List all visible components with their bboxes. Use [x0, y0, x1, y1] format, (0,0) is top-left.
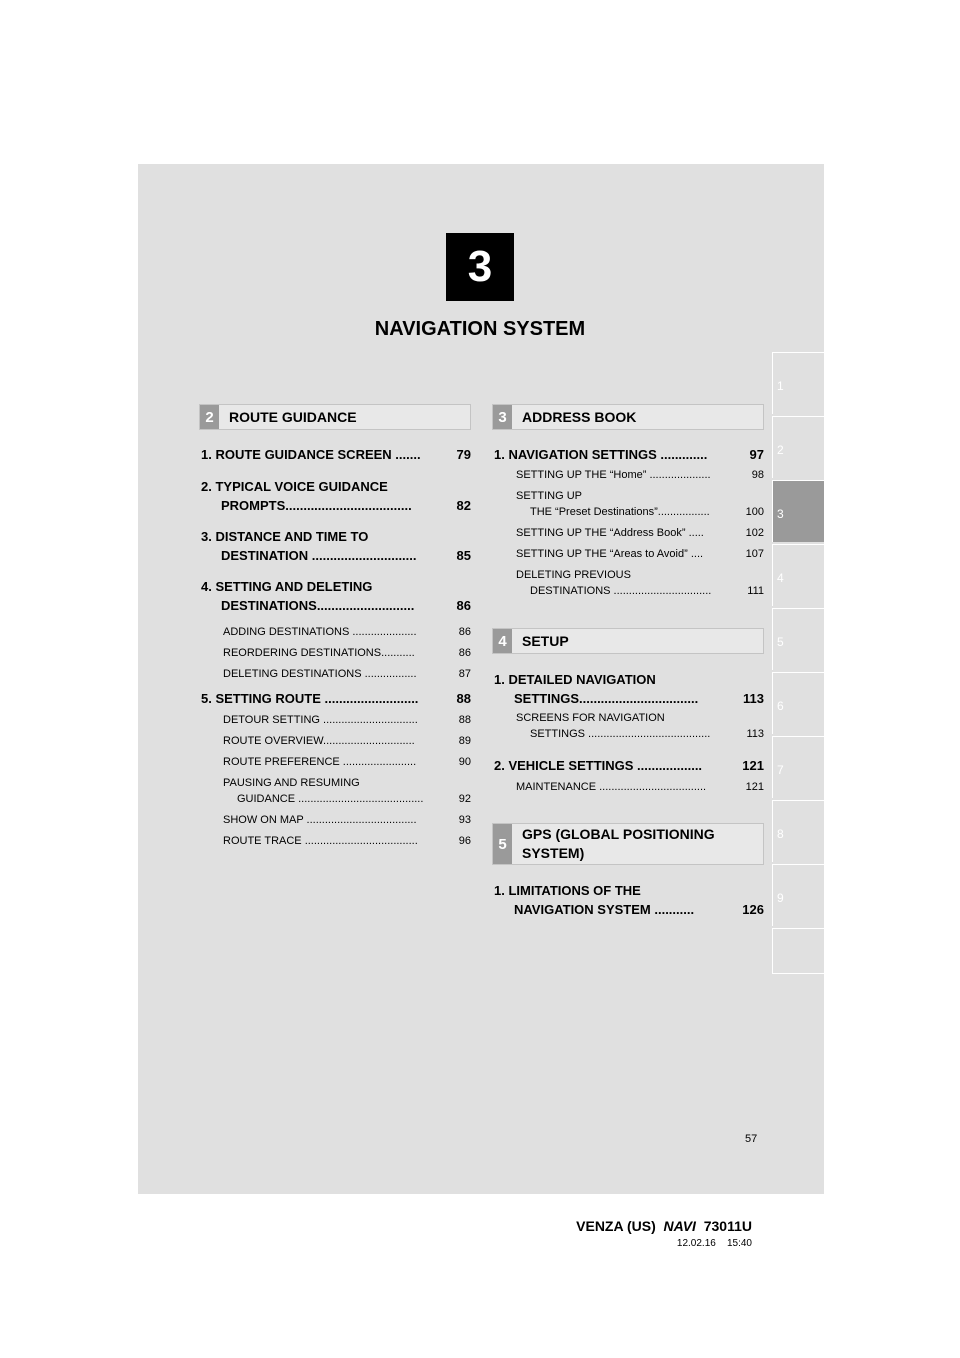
footer-date: 12.02.16 [676, 1238, 716, 1249]
page-number: 57 [745, 1133, 758, 1145]
entry-page: 97 [749, 447, 764, 462]
subentry-text: SETTING UP THE “Home” .................... [516, 469, 711, 481]
subentry-text: SETTING UP THE “Areas to Avoid” .... [516, 548, 704, 560]
subentry-page: 92 [458, 793, 471, 805]
tab-label: 2 [777, 443, 784, 457]
toc-entry[interactable] [201, 445, 471, 464]
subentry-text: SCREENS FOR NAVIGATION [516, 712, 665, 724]
tab-8[interactable] [772, 800, 824, 862]
entry-text: 5. SETTING ROUTE .......................... [201, 691, 419, 706]
footer-code: 73011U [703, 1218, 752, 1234]
entry-text: 3. DISTANCE AND TIME TO [201, 529, 369, 544]
toc-entry[interactable] [494, 881, 764, 919]
toc-subentry[interactable] [516, 779, 764, 795]
tab-7[interactable] [772, 736, 824, 798]
subentry-text: SETTINGS ........................................ [530, 728, 711, 740]
entry-text: 1. ROUTE GUIDANCE SCREEN ....... [201, 447, 421, 462]
subentry-text: THE “Preset Destinations”................. [530, 506, 710, 518]
section-number: 3 [493, 405, 512, 429]
subentry-text: ADDING DESTINATIONS ..................... [223, 626, 417, 638]
subentry-text: ROUTE OVERVIEW.............................. [223, 735, 415, 747]
tab-label: 8 [777, 827, 784, 841]
entry-text: SETTINGS................................. [514, 691, 699, 706]
entry-text: 1. LIMITATIONS OF THE [494, 883, 641, 898]
subentry-page: 113 [746, 728, 764, 740]
section-header-gps [492, 823, 764, 865]
subentry-text: DELETING DESTINATIONS ................. [223, 668, 417, 680]
section-header-address-book [492, 404, 764, 430]
section-number: 5 [493, 824, 512, 864]
toc-subentry[interactable] [223, 733, 471, 749]
entry-text: 1. NAVIGATION SETTINGS ............. [494, 447, 708, 462]
toc-subentry[interactable] [223, 712, 471, 728]
entry-page: 85 [456, 548, 471, 563]
subentry-page: 86 [458, 626, 471, 638]
entry-page: 121 [742, 758, 764, 773]
subentry-page: 100 [745, 506, 764, 518]
chapter-tabs [772, 352, 824, 972]
tab-2[interactable] [772, 416, 824, 478]
tab-3[interactable] [772, 480, 824, 542]
subentry-page: 89 [458, 735, 471, 747]
section-header-setup [492, 628, 764, 654]
tab-6[interactable] [772, 672, 824, 734]
entry-page: 79 [456, 447, 471, 462]
subentry-page: 87 [458, 668, 471, 680]
section-title: ROUTE GUIDANCE [229, 409, 357, 425]
entry-text: 1. DETAILED NAVIGATION [494, 672, 656, 687]
tab-4[interactable] [772, 544, 824, 606]
section-number: 4 [493, 629, 512, 653]
entry-page: 86 [456, 598, 471, 613]
toc-subentry[interactable] [223, 666, 471, 682]
section-number: 2 [200, 405, 219, 429]
tab-label: 1 [777, 379, 784, 393]
toc-entry[interactable] [494, 756, 764, 775]
subentry-text: ROUTE TRACE ..................................... [223, 835, 418, 847]
toc-entry[interactable] [494, 670, 764, 708]
toc-sublist [223, 624, 471, 682]
subentry-text: ROUTE PREFERENCE ........................ [223, 756, 417, 768]
section-header-route-guidance [199, 404, 471, 430]
toc-sublist [516, 779, 764, 795]
toc-subentry[interactable] [223, 645, 471, 661]
toc-subentry[interactable] [223, 833, 471, 849]
entry-page: 82 [456, 498, 471, 513]
tab-label: 5 [777, 635, 784, 649]
subentry-page: 98 [751, 469, 764, 481]
subentry-text: DESTINATIONS ................................ [530, 585, 712, 597]
section-title [522, 824, 715, 864]
toc-subentry[interactable] [516, 467, 764, 483]
toc-subentry[interactable] [516, 488, 764, 520]
subentry-text: DETOUR SETTING ............................... [223, 714, 418, 726]
tab-label: 4 [777, 571, 784, 585]
chapter-number-box: 3 [446, 233, 514, 301]
entry-page: 88 [456, 691, 471, 706]
entry-text: DESTINATIONS........................... [221, 598, 415, 613]
toc-entry[interactable] [201, 689, 471, 708]
subentry-text: DELETING PREVIOUS [516, 569, 631, 581]
toc-sublist [516, 467, 764, 599]
toc-subentry[interactable] [223, 812, 471, 828]
section-title-line: SYSTEM) [522, 845, 585, 861]
subentry-page: 88 [458, 714, 471, 726]
section-title: SETUP [522, 633, 569, 649]
subentry-text: SETTING UP [516, 490, 583, 502]
chapter-title: NAVIGATION SYSTEM [374, 318, 586, 340]
entry-text: 2. TYPICAL VOICE GUIDANCE [201, 479, 388, 494]
toc-subentry[interactable] [516, 546, 764, 562]
toc-subentry[interactable] [516, 567, 764, 599]
subentry-page: 96 [458, 835, 471, 847]
tab-5[interactable] [772, 608, 824, 670]
toc-subentry[interactable] [223, 624, 471, 640]
section-title: ADDRESS BOOK [522, 409, 637, 425]
subentry-text: SETTING UP THE “Address Book” ..... [516, 527, 704, 539]
entry-page: 113 [743, 691, 764, 706]
tab-1[interactable] [772, 352, 824, 414]
tab-label: 6 [777, 699, 784, 713]
section-title-line: GPS (GLOBAL POSITIONING [522, 826, 715, 842]
toc-entry[interactable] [201, 527, 471, 565]
entry-text: PROMPTS................................... [221, 498, 412, 513]
subentry-text: PAUSING AND RESUMING [223, 777, 360, 789]
entry-text: 2. VEHICLE SETTINGS .................. [494, 758, 703, 773]
toc-sublist [516, 710, 764, 742]
subentry-page: 90 [458, 756, 471, 768]
subentry-page: 121 [745, 781, 764, 793]
toc-subentry[interactable] [516, 710, 764, 742]
tab-label: 7 [777, 763, 784, 777]
toc-subentry[interactable] [223, 775, 471, 807]
toc-entry[interactable] [201, 577, 471, 615]
toc-sublist [223, 712, 471, 849]
tab-9[interactable] [772, 864, 824, 926]
subentry-text: MAINTENANCE ................................... [516, 781, 707, 793]
subentry-page: 102 [745, 527, 764, 539]
subentry-text: REORDERING DESTINATIONS........... [223, 647, 415, 659]
tab-label: 9 [777, 891, 784, 905]
entry-text: 4. SETTING AND DELETING [201, 579, 373, 594]
footer-time: 15:40 [726, 1238, 752, 1249]
toc-subentry[interactable] [516, 525, 764, 541]
subentry-text: SHOW ON MAP .................................... [223, 814, 417, 826]
footer-navi: NAVI [663, 1218, 696, 1234]
footer-model-name: VENZA (US) [576, 1218, 656, 1234]
toc-subentry[interactable] [223, 754, 471, 770]
subentry-text: GUIDANCE ......................................... [237, 793, 424, 805]
entry-page: 126 [742, 902, 764, 917]
subentry-page: 107 [745, 548, 764, 560]
toc-entry[interactable] [494, 445, 764, 464]
toc-entry[interactable] [201, 477, 471, 515]
subentry-page: 86 [458, 647, 471, 659]
footer-timestamp [566, 1238, 752, 1249]
entry-text: NAVIGATION SYSTEM ........... [514, 902, 695, 917]
subentry-page: 111 [747, 585, 764, 597]
footer-model [566, 1218, 752, 1234]
entry-text: DESTINATION ............................. [221, 548, 417, 563]
tab-label: 3 [777, 507, 784, 521]
tab-blank [772, 928, 824, 974]
subentry-page: 93 [458, 814, 471, 826]
